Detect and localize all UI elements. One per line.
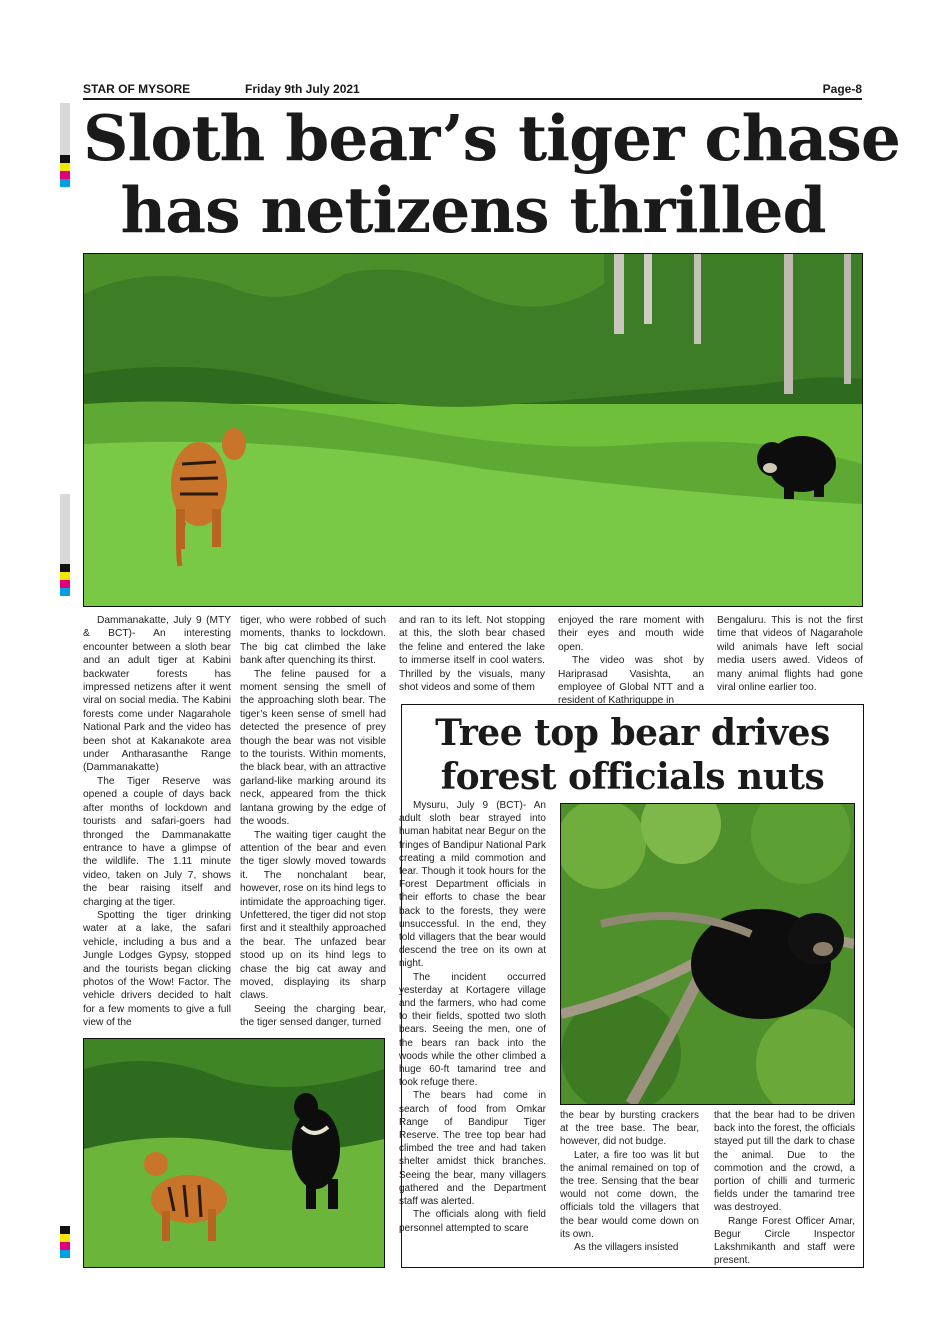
side-story-col1: Mysuru, July 9 (BCT)- An adult sloth bear strayed into human habitat near Begur on the fringes of Bandipur National Park creating a mild commotion and fear. Though it took hours for the Forest Department officials in their efforts to chase the bear back to the forests, they were unsuccessful. In the end, they told villagers that the bear would descend the tree on its own at night. The incident occurred yesterday at Kortagere village and the farmers, who had come to their fields, spotted two sloth bears. Seeing the men, one of the bears ran back into the woods while the other climbed a huge 60-ft tamarind tree and took refuge there. The bears had come in search of food from Omkar Range of Bandipur Tiger Reserve. The tree top bear had climbed the tree and had taken shelter amidst thick branches. Seeing the bear, many villagers gathered and the Department staff was alerted. The officials along with field personnel attempted to scare: [399, 800, 546, 1234]
main-story-col2: tiger, who were robbed of such moments, thanks to lockdown. The big cat climbed the lake bank after quenching its thirst. The feline paused for a moment sensing the smell of the approaching sloth bear. The tiger’s keen sense of smell had detected the presence of prey though the bear was not visible to the tourists. Within moments, the black bear, with an attractive garland-like marking around its neck, appeared from the thick lantana growing by the edge of the woods. The waiting tiger caught the attention of the bear and even the tiger slowly moved towards it. The nonchalant bear, however, rose on its hind legs to intimidate the approaching tiger. Unfettered, the tiger did not stop first and it stealthily approached the bear. The unfazed bear stood up on its hind legs to chase the big cat away and moved, displaying its sharp claws. Seeing the charging bear, the tiger sensed danger, turned: [240, 615, 386, 1029]
page-number: Page-8: [822, 82, 862, 96]
registration-marks-bottom: [60, 1226, 70, 1258]
main-story-col5: Bengaluru. This is not the first time that videos of Nagarahole wild animals have left social media users awed. Videos of many animal flights had gone viral online earlier too.: [717, 615, 863, 694]
issue-date: Friday 9th July 2021: [245, 82, 360, 96]
main-headline-line2: has netizens thrilled: [120, 173, 826, 247]
side-photo-bear-in-tree: [560, 803, 855, 1105]
side-story-col3: that the bear had to be driven back into the forest, the officials stayed put till the dark to chase the animal. Due to the commotion and the crowd, a portion of chilli and turmeric fields under the tamarind tree was destroyed. Range Forest Officer Amar, Begur Circle Inspector Lakshmikanth and staff were present.: [714, 1110, 855, 1267]
main-headline-line1: Sloth bear’s tiger chase: [83, 101, 900, 175]
side-story-box: [401, 704, 864, 1268]
side-headline-line1: Tree top bear drives: [435, 712, 830, 754]
main-story-col1: Dammanakatte, July 9 (MTY & BCT)- An interesting encounter between a sloth bear and an adult tiger at Kabini backwater forests has impressed netizens after it went viral on social media. The Kabini forests come under Nagarahole National Park and the video has been shot at Kakanakote area under Antharasanthe Range (Dammanakatte) The Tiger Reserve was opened a couple of days back after months of lockdown and tourists and safari-goers had thronged the Dammanakatte entrance to have a glimpse of the wildlife. The 1.11 minute video, taken on July 7, shows the bear raising itself and charging at the tiger. Spotting the tiger drinking water at a lake, the safari vehicle, including a bus and a Jungle Lodges Gypsy, stopped and the tourists began clicking photos of the Wow! Factor. The vehicle drivers decided to halt for a few moments to give a full view of the: [83, 615, 231, 1029]
side-story-col2: the bear by bursting crackers at the tree base. The bear, however, did not budge. Later, a fire too was lit but the animal remained on top of the tree. Sensing that the bear would not come down, the officials told the villagers that the bear would come down on its own. As the villagers insisted: [560, 1110, 699, 1254]
paper-name: STAR OF MYSORE: [83, 82, 191, 96]
page-header: [83, 82, 862, 100]
registration-marks-top: [60, 103, 70, 187]
second-photo-tiger-bear: [83, 1038, 385, 1268]
main-story-col3: and ran to its left. Not stopping at this, the sloth bear chased the feline and entered the lake to immerse itself in cool waters. Thrilled by the visuals, many shot videos and some of them: [399, 615, 545, 694]
main-photo-tiger-bear: [83, 253, 863, 607]
side-headline-line2: forest officials nuts: [440, 756, 825, 798]
registration-marks-middle: [60, 494, 70, 596]
main-story-col4: enjoyed the rare moment with their eyes and mouth wide open. The video was shot by Hariprasad Vasishta, an employee of Global NTT and a resident of Kathriguppe in: [558, 615, 704, 707]
